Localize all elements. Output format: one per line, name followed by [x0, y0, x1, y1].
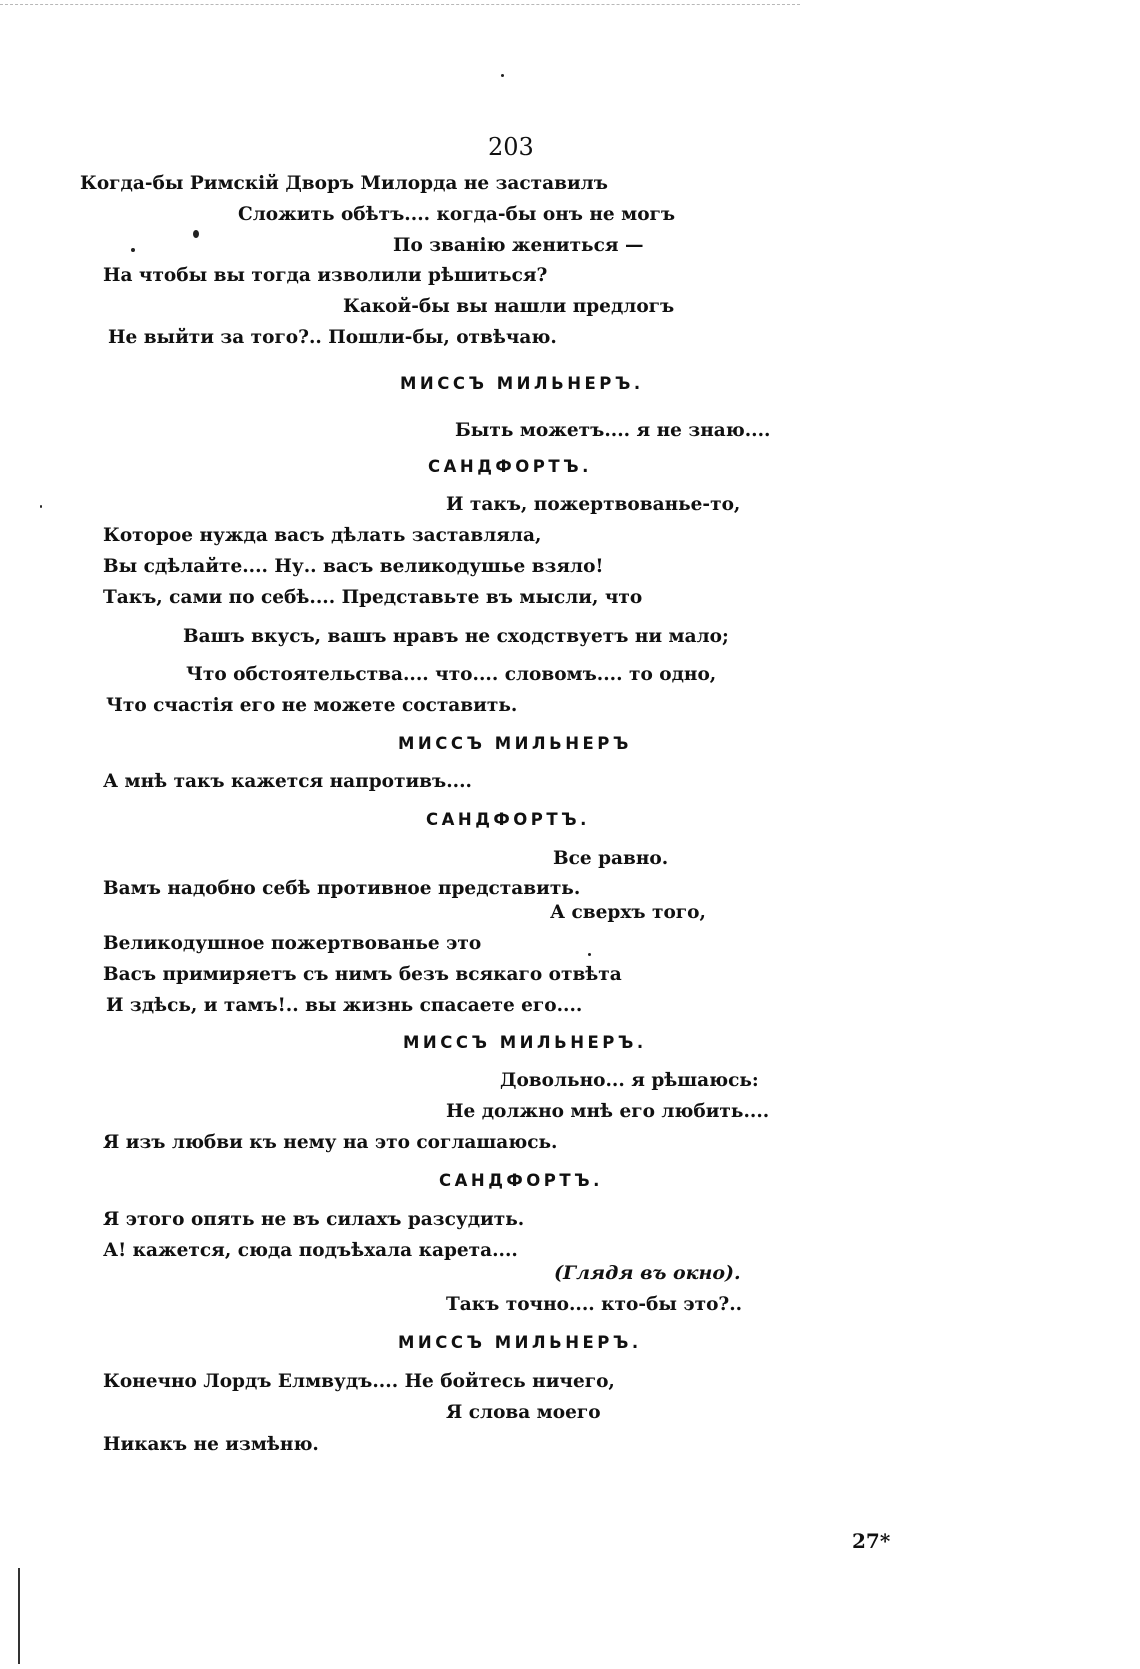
verse-line: Все равно. [553, 848, 669, 869]
ink-speck [40, 505, 42, 508]
speaker-heading: САНДФОРТЪ. [428, 457, 592, 476]
verse-line: Я слова моего [446, 1402, 601, 1423]
verse-line: Сложить обѣтъ.... когда-бы онъ не могъ [238, 204, 676, 225]
verse-line: Какой-бы вы нашли предлогъ [343, 296, 675, 317]
left-edge-rule [18, 1568, 20, 1664]
verse-line: Я изъ любви къ нему на это соглашаюсь. [103, 1132, 558, 1153]
verse-line: А сверхъ того, [550, 902, 706, 923]
speaker-heading: МИССЪ МИЛЬНЕРЪ. [403, 1033, 647, 1052]
signature-mark: 27* [852, 1529, 891, 1553]
ink-speck [588, 953, 591, 956]
verse-line: Великодушное пожертвованье это [103, 933, 482, 954]
verse-line: Не выйти за того?.. Пошли-бы, отвѣчаю. [108, 327, 557, 348]
speaker-heading: МИССЪ МИЛЬНЕРЪ. [400, 374, 644, 393]
verse-line: Вамъ надобно себѣ противное представить. [103, 878, 581, 899]
verse-line: Быть можетъ.... я не знаю.... [455, 420, 771, 441]
stage-direction: (Глядя въ окно). [554, 1262, 741, 1284]
verse-line: Когда-бы Римскій Дворъ Милорда не заставилъ [80, 173, 608, 194]
verse-line: Что обстоятельства.... что.... словомъ.... то одно, [186, 664, 717, 685]
ink-speck [193, 230, 199, 238]
verse-line: Довольно... я рѣшаюсь: [500, 1070, 759, 1091]
speaker-heading: САНДФОРТЪ. [426, 810, 590, 829]
ink-speck [131, 248, 135, 252]
verse-line: Вы сдѣлайте.... Ну.. васъ великодушье взяло! [103, 556, 604, 577]
verse-line: И такъ, пожертвованье-то, [446, 494, 741, 515]
verse-line: По званію жениться — [393, 235, 644, 256]
speaker-heading: МИССЪ МИЛЬНЕРЪ. [398, 1333, 642, 1352]
ink-speck [501, 74, 504, 77]
verse-line: Никакъ не измѣню. [103, 1434, 319, 1455]
verse-line: Вашъ вкусъ, вашъ нравъ не сходствуетъ ни мало; [183, 626, 729, 647]
verse-line: И здѣсь, и тамъ!.. вы жизнь спасаете его.... [106, 995, 583, 1016]
speaker-heading: МИССЪ МИЛЬНЕРЪ [398, 734, 632, 753]
verse-line: Что счастія его не можете составить. [106, 695, 518, 716]
top-edge-rule [0, 4, 800, 5]
verse-line: Я этого опять не въ силахъ разсудить. [103, 1209, 525, 1230]
verse-line: Васъ примиряетъ съ нимъ безъ всякаго отвѣта [103, 964, 622, 985]
page-number: 203 [488, 133, 534, 161]
verse-line: Не должно мнѣ его любить.... [446, 1101, 770, 1122]
speaker-heading: САНДФОРТЪ. [439, 1171, 603, 1190]
verse-line: Которое нужда васъ дѣлать заставляла, [103, 525, 542, 546]
verse-line: Такъ, сами по себѣ.... Представьте въ мысли, что [103, 587, 643, 608]
verse-line: Такъ точно.... кто-бы это?.. [446, 1294, 743, 1315]
verse-line: Конечно Лордъ Елмвудъ.... Не бойтесь ничего, [103, 1371, 615, 1392]
verse-line: А! кажется, сюда подъѣхала карета.... [103, 1240, 518, 1261]
verse-line: А мнѣ такъ кажется напротивъ.... [103, 771, 472, 792]
verse-line: На чтобы вы тогда изволили рѣшиться? [103, 265, 548, 286]
